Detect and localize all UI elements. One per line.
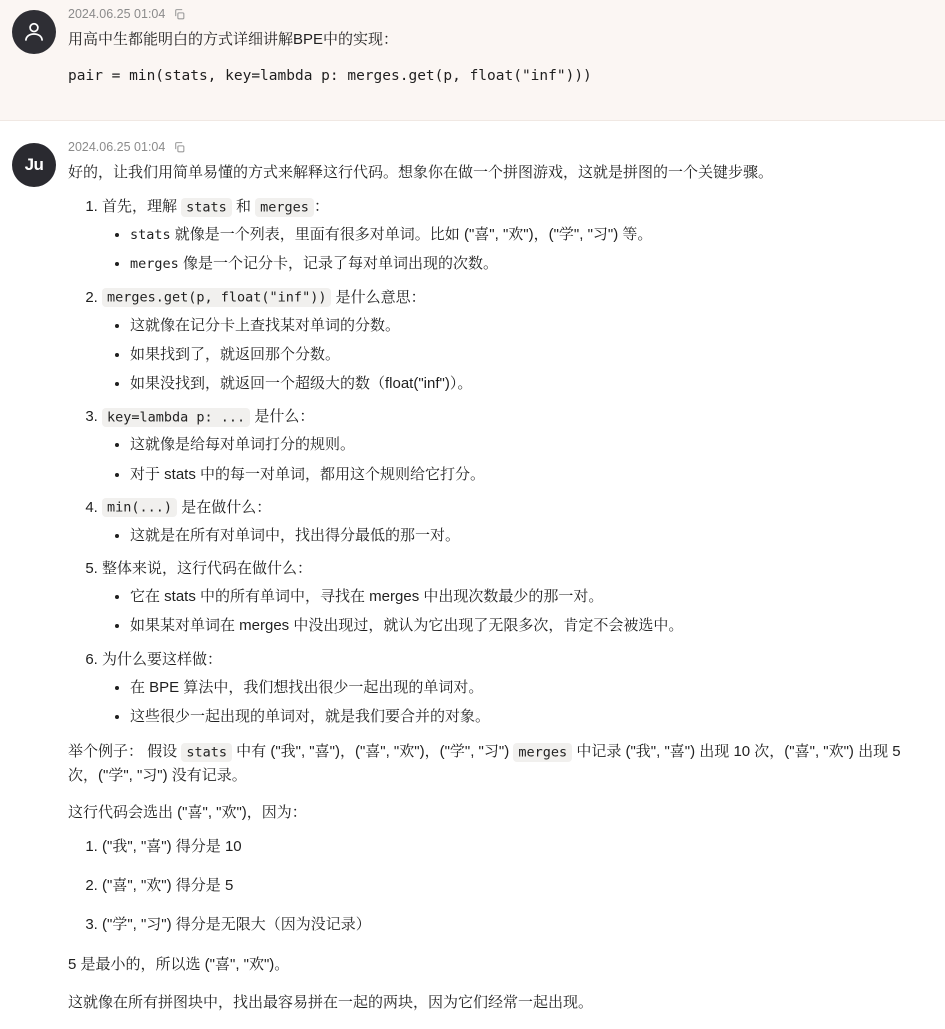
- list-item: [130, 223, 931, 246]
- code-stats: stats: [181, 743, 232, 762]
- list-item: [130, 463, 931, 486]
- list-item: [130, 614, 931, 637]
- list-item: [102, 496, 931, 547]
- sub-text: 像是一个记分卡，记录了每对单词出现的次数。: [178, 255, 498, 273]
- list-item: 2. ("喜", "欢") 得分是 5: [102, 874, 931, 897]
- sub-text: 就像是一个列表，里面有很多对单词。比如 ("喜", "欢")，("学", "习") 等。: [170, 226, 653, 243]
- conclusion-second: 这就像在所有拼图块中，找出最容易拼在一起的两块，因为它们经常一起出现。: [68, 993, 594, 1011]
- person-icon: [21, 19, 47, 45]
- sub-text: 如果找到了，就返回那个分数。: [130, 345, 341, 363]
- list-item: [102, 286, 931, 396]
- list-item: [102, 648, 931, 729]
- step-text: 是什么意思：: [331, 288, 426, 306]
- sub-list: [102, 676, 931, 729]
- list-item: 3. ("学", "习") 得分是无限大（因为没记录）: [102, 913, 931, 936]
- user-code-line: pair = min(stats, key=lambda p: merges.get(p, float("inf"))): [68, 67, 592, 84]
- sub-text: 在 BPE 算法中，我们想找出很少一起出现的单词对。: [130, 678, 484, 696]
- example-pre: 举个例子： 假设: [68, 743, 182, 760]
- result-intro: 这行代码会选出 ("喜", "欢")，因为：: [68, 803, 307, 821]
- sub-text: 对于 stats 中的每一对单词，都用这个规则给它打分。: [130, 465, 486, 483]
- avatar: [12, 10, 56, 54]
- assistant-intro: 好的，让我们用简单易懂的方式来解释这行代码。想象你在做一个拼图游戏，这就是拼图的一个关键步骤。: [68, 164, 774, 181]
- sub-text: 如果没找到，就返回一个超级大的数（float("inf")）。: [130, 375, 473, 392]
- step-text: ：: [313, 198, 329, 215]
- list-item: [102, 405, 931, 486]
- sub-text: 它在 stats 中的所有单词中，寻找在 merges 中出现次数最少的那一对。: [130, 588, 604, 605]
- copy-icon[interactable]: [173, 141, 186, 154]
- example-mid2: 中记录 ("我", "喜") 出现 10 次，("喜", "欢") 出现 5 次，("学", "习") 没有记录。: [68, 743, 901, 785]
- timestamp: 2024.06.25 01:04: [68, 140, 166, 154]
- step-text: 整体来说，这行代码在做什么：: [102, 560, 313, 577]
- copy-icon[interactable]: [173, 8, 186, 21]
- explanation-list: [68, 195, 931, 728]
- sub-text: 这就像是给每对单词打分的规则。: [130, 436, 356, 454]
- user-avatar-column: [0, 6, 68, 102]
- step-text: 首先，理解: [102, 198, 182, 215]
- list-item: [130, 433, 931, 456]
- step-text: 为什么要这样做：: [102, 650, 223, 668]
- sub-list: [102, 524, 931, 547]
- message-meta: [68, 139, 931, 155]
- code-min: min(...): [102, 498, 177, 517]
- message-user: [0, 0, 945, 121]
- list-item: [130, 585, 931, 608]
- list-item: [102, 195, 931, 276]
- list-item: 1. ("我", "喜") 得分是 10: [102, 835, 931, 858]
- code-merges-get: merges.get(p, float("inf")): [102, 288, 331, 307]
- sub-text: 如果某对单词在 merges 中没出现过，就认为它出现了无限多次，肯定不会被选中。: [130, 617, 684, 635]
- code-stats: stats: [181, 198, 232, 217]
- example-paragraph: [68, 740, 931, 789]
- list-item: [130, 343, 931, 366]
- code-merges: merges: [255, 198, 314, 217]
- code-key-lambda: key=lambda p: ...: [102, 408, 250, 427]
- conclusion-first: 5 是最小的，所以选 ("喜", "欢")。: [68, 955, 290, 973]
- step-text: 和: [231, 198, 256, 215]
- list-item: [130, 314, 931, 337]
- score-list: [68, 835, 931, 937]
- message-meta: [68, 6, 931, 22]
- sub-list: [102, 433, 931, 486]
- code-stats: stats: [130, 227, 171, 243]
- sub-list: [102, 223, 931, 276]
- list-item: [130, 252, 931, 275]
- user-message-body: [68, 6, 945, 102]
- step-text: 是在做什么：: [177, 498, 272, 516]
- sub-list: [102, 314, 931, 396]
- sub-text: 这就是在所有对单词中，找出得分最低的那一对。: [130, 526, 461, 544]
- assistant-avatar-column: [0, 139, 68, 1015]
- message-assistant: [0, 121, 945, 1029]
- user-prompt-line: 用高中生都能明白的方式详细讲解BPE中的实现：: [68, 31, 399, 48]
- example-mid1: 中有 ("我", "喜")，("喜", "欢")，("学", "习"): [231, 743, 514, 760]
- sub-list: [102, 585, 931, 638]
- assistant-message-body: [68, 139, 945, 1015]
- step-text: 是什么：: [250, 408, 315, 426]
- list-item: [130, 372, 931, 395]
- sub-text: 这些很少一起出现的单词对，就是我们要合并的对象。: [130, 707, 491, 725]
- avatar: Ju: [12, 143, 56, 187]
- code-merges: merges: [130, 256, 179, 273]
- list-item: [102, 557, 931, 638]
- list-item: [130, 676, 931, 699]
- code-merges: merges: [513, 743, 572, 762]
- list-item: [130, 524, 931, 547]
- timestamp: 2024.06.25 01:04: [68, 7, 166, 21]
- list-item: [130, 705, 931, 728]
- sub-text: 这就像在记分卡上查找某对单词的分数。: [130, 316, 401, 334]
